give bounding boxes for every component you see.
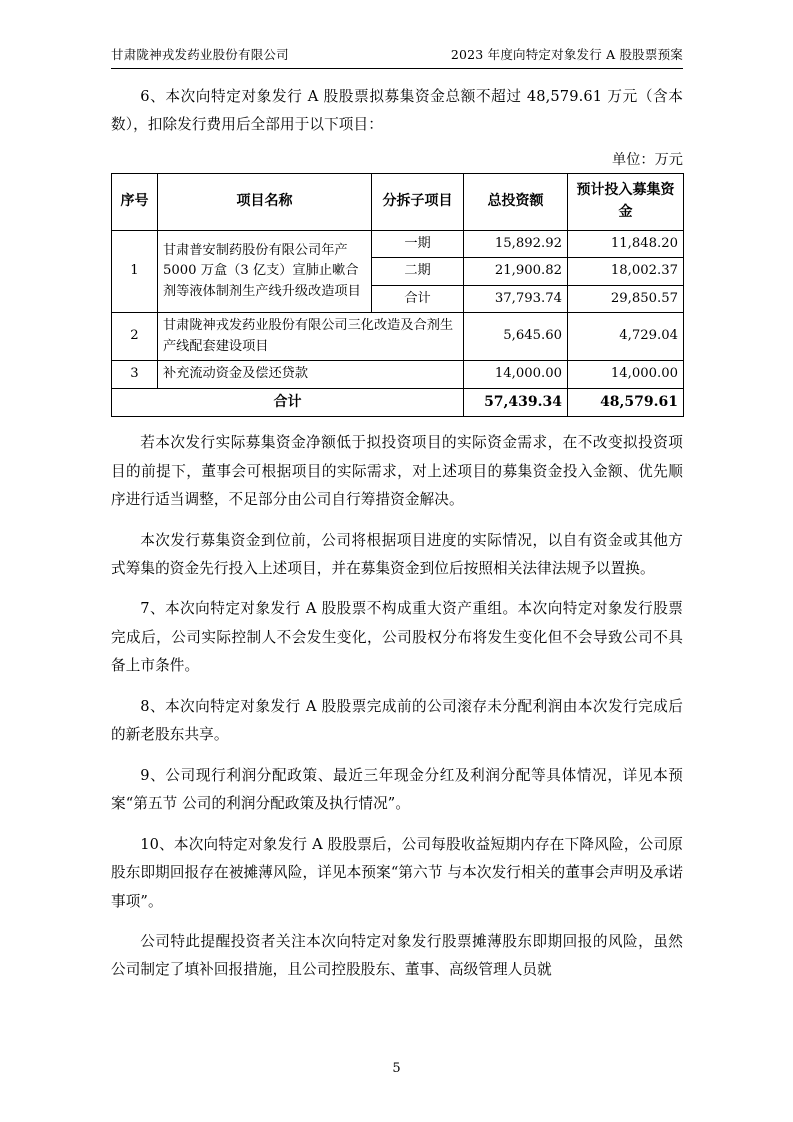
paragraph-item-6: 6、本次向特定对象发行 A 股股票拟募集资金总额不超过 48,579.61 万元（含本数），扣除发行费用后全部用于以下项目：	[111, 87, 683, 133]
row-raise-amount: 4,729.04	[568, 313, 684, 361]
row-total-investment: 15,892.92	[464, 230, 568, 257]
header-document-title: 2023 年度向特定对象发行 A 股股票预案	[450, 47, 683, 62]
total-investment: 57,439.34	[464, 388, 568, 417]
row-total-investment: 21,900.82	[464, 258, 568, 285]
row-project-name: 补充流动资金及偿还贷款	[158, 361, 464, 388]
row-project-name: 甘肃普安制药股份有限公司年产 5000 万盒（3 亿支）宣肺止嗽合剂等液体制剂生产线升级改造项目	[158, 230, 372, 312]
total-raise-amount: 48,579.61	[568, 388, 684, 417]
paragraph-item-10: 10、本次向特定对象发行 A 股股票后，公司每股收益短期内存在下降风险，公司原股东即期回报存在被摊薄风险，详见本预案“第六节 与本次发行相关的董事会声明及承诺事项”。	[111, 835, 683, 910]
paragraph-item-8: 8、本次向特定对象发行 A 股股票完成前的公司滚存未分配利润由本次发行完成后的新老股东共享。	[111, 697, 683, 744]
table-header-raise: 预计投入募集资金	[568, 174, 684, 230]
row-project-name: 甘肃陇神戎发药业股份有限公司三化改造及合剂生产线配套建设项目	[158, 313, 464, 361]
total-label: 合计	[112, 388, 464, 417]
paragraph-item-9: 9、公司现行利润分配政策、最近三年现金分红及利润分配等具体情况，详见本预案“第五节 公司的利润分配政策及执行情况”。	[111, 766, 683, 813]
table-unit-label: 单位：万元	[612, 152, 683, 169]
row-no: 1	[112, 230, 158, 312]
table-header-total: 总投资额	[464, 174, 568, 230]
paragraph-after-table-1: 若本次发行实际募集资金净额低于拟投资项目的实际资金需求，在不改变拟投资项目的前提下，董事会可根据项目的实际需求，对上述项目的募集资金投入金额、优先顺序进行适当调整，不足部分由公司自行筹措资金解决。	[111, 434, 683, 509]
row-total-investment: 37,793.74	[464, 285, 568, 312]
row-subproject: 二期	[372, 258, 464, 285]
table-header-sub: 分拆子项目	[372, 174, 464, 230]
row-total-investment: 14,000.00	[464, 361, 568, 388]
table-row	[112, 313, 684, 361]
row-raise-amount: 11,848.20	[568, 230, 684, 257]
paragraph-item-7: 7、本次向特定对象发行 A 股股票不构成重大资产重组。本次向特定对象发行股票完成后，公司实际控制人不会发生变化，公司股权分布将发生变化但不会导致公司不具备上市条件。	[111, 600, 683, 675]
table-header-row	[112, 174, 684, 230]
page-content	[111, 46, 683, 987]
row-raise-amount: 18,002.37	[568, 258, 684, 285]
row-subproject: 合计	[372, 285, 464, 312]
table-header-no: 序号	[112, 174, 158, 230]
row-total-investment: 5,645.60	[464, 313, 568, 361]
table-header-name: 项目名称	[158, 174, 372, 230]
header-company-name: 甘肃陇神戎发药业股份有限公司	[111, 47, 289, 62]
row-raise-amount: 14,000.00	[568, 361, 684, 388]
row-no: 2	[112, 313, 158, 361]
fundraising-table	[111, 173, 684, 417]
page-number: 5	[392, 1061, 401, 1076]
table-total-row	[112, 388, 684, 417]
table-row	[112, 361, 684, 388]
row-no: 3	[112, 361, 158, 388]
page-header	[111, 46, 683, 69]
paragraph-item-11: 公司特此提醒投资者关注本次向特定对象发行股票摊薄股东即期回报的风险，虽然公司制定了填补回报措施，且公司控股股东、董事、高级管理人员就	[111, 932, 683, 979]
row-subproject: 一期	[372, 230, 464, 257]
paragraph-after-table-2: 本次发行募集资金到位前，公司将根据项目进度的实际情况，以自有资金或其他方式筹集的资金先行投入上述项目，并在募集资金到位后按照相关法律法规予以置换。	[111, 531, 683, 577]
row-raise-amount: 29,850.57	[568, 285, 684, 312]
table-row	[112, 230, 684, 257]
